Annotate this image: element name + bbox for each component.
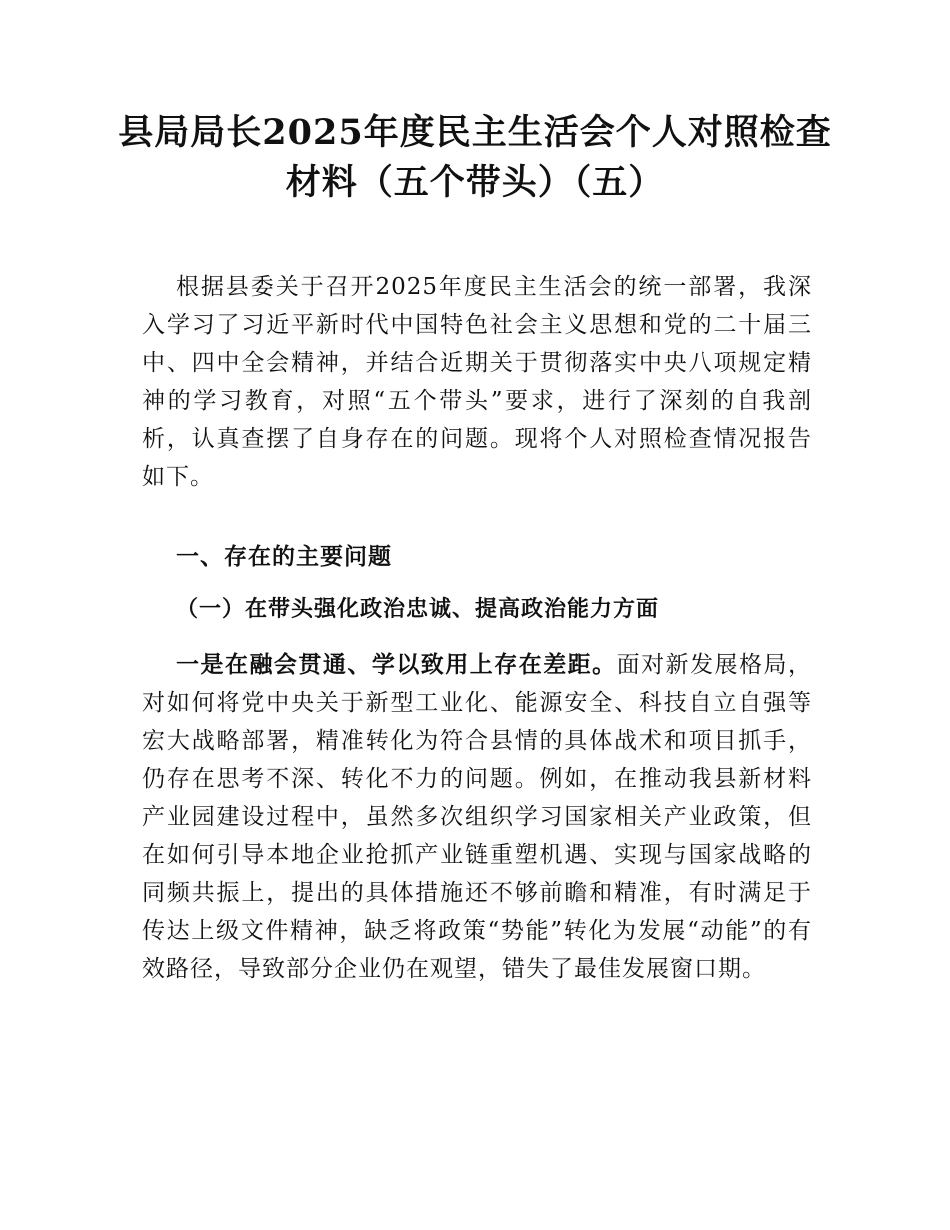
subsection-heading: （一）在带头强化政治忠诚、提高政治能力方面: [176, 596, 660, 622]
intro-paragraph: 根据县委关于召开2025年度民主生活会的统一部署，我深入学习了习近平新时代中国特色社会主义思想和党的二十届三中、四中全会精神，并结合近期关于贯彻落实中央八项规定精神的学习教育，对照“五个带头”要求，进行了深刻的自我剖析，认真查摆了自身存在的问题。现将个人对照检查情况报告如下。: [142, 274, 812, 490]
point-text: 面对新发展格局，对如何将党中央关于新型工业化、能源安全、科技自立自强等宏大战略部署，精准转化为符合县情的具体战术和项目抓手，仍存在思考不深、转化不力的问题。例如，在推动我县新材料产业园建设过程中，虽然多次组织学习国家相关产业政策，但在如何引导本地企业抢抓产业链重塑机遇、实现与国家战略的同频共振上，提出的具体措施还不够前瞻和精准，有时满足于传达上级文件精神，缺乏将政策“势能”转化为发展“动能”的有效路径，导致部分企业仍在观望，错失了最佳发展窗口期。: [142, 652, 813, 982]
point-paragraph: [142, 646, 812, 988]
title-line-2: 材料（五个带头）（五）: [285, 162, 665, 203]
title-line-1: 县局局长2025年度民主生活会个人对照检查: [118, 112, 832, 153]
section-heading: 一、存在的主要问题: [176, 544, 392, 570]
point-lead: 一是在融会贯通、学以致用上存在差距。: [176, 652, 617, 678]
document-title: [100, 108, 850, 208]
